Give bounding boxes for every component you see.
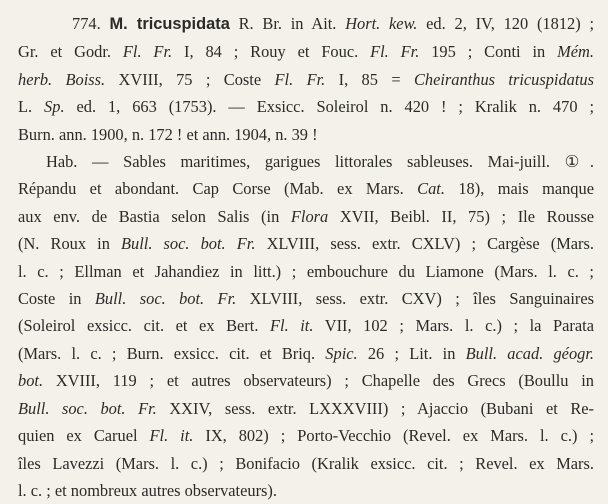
text-segment: quien ex Caruel [18, 426, 150, 446]
text-segment: (Soleirol exsicc. cit. et ex Bert. [18, 316, 270, 336]
text-segment: IX, 802) ; Porto-Vecchio (Revel. ex Mars. l. c.) ; [193, 426, 595, 446]
text-segment: (N. Roux in [18, 234, 122, 254]
italic-citation: Fl. it. [270, 316, 314, 336]
entry-line-2 [18, 38, 594, 65]
text-segment: ed. 2, IV, 120 (1812) ; [417, 14, 594, 33]
entry-line-1 [18, 10, 594, 38]
italic-citation: herb. Boiss. [18, 69, 106, 89]
text-segment: XVIII, 75 ; Coste [105, 69, 275, 89]
italic-citation: Cheiranthus tricuspidatus [413, 69, 595, 89]
habitat-line-4 [18, 230, 594, 257]
habitat-line-8 [18, 340, 594, 367]
text-segment: R. Br. in Ait. [238, 14, 346, 33]
habitat-line-11 [18, 422, 594, 449]
text-segment: L. [18, 97, 45, 117]
italic-citation: Bull. soc. bot. Fr. [94, 289, 237, 309]
habitat-line-7 [18, 312, 594, 339]
text-segment: 195 ; Conti in [419, 42, 558, 62]
text-segment: I, 85 = [325, 69, 414, 89]
text-segment: Coste in [18, 289, 95, 309]
text-segment: Gr. et Godr. [18, 42, 123, 62]
habitat-line-9 [18, 367, 594, 394]
species-name: M. tricuspidata [109, 15, 230, 33]
text-segment: XLVIII, sess. extr. CXLV) ; Cargèse (Mars. [255, 234, 594, 254]
text-segment: îles Lavezzi (Mars. l. c.) ; Bonifacio (Kralik exsicc. cit. ; Revel. ex Mars. [18, 453, 594, 473]
habitat-line-6 [18, 285, 594, 312]
habitat-line-5 [18, 258, 594, 285]
text-segment: Répandu et abondant. Cap Corse (Mab. ex Mars. [18, 179, 418, 199]
entry-line-1-rest [239, 14, 594, 33]
italic-citation: Flora [290, 206, 329, 226]
entry-line-4 [18, 93, 594, 120]
text-segment: aux env. de Bastia selon Salis (in [18, 206, 291, 226]
text-segment: I, 84 ; Rouy et Fouc. [172, 42, 371, 62]
italic-citation: bot. [18, 371, 44, 391]
habitat-line-1 [18, 148, 594, 175]
entry-line-3 [18, 66, 594, 93]
italic-citation: Bull. soc. bot. Fr. [121, 234, 256, 254]
italic-citation: Bull. soc. bot. Fr. [18, 398, 157, 418]
italic-citation: Fl. Fr. [274, 69, 326, 89]
habitat-paragraph [18, 148, 594, 504]
habitat-line-13 [18, 477, 594, 504]
italic-citation: Bull. acad. géogr. [465, 343, 594, 363]
text-segment: (Mars. l. c. ; Burn. exsicc. cit. et Briq. [18, 343, 326, 363]
italic-citation: Mém. [557, 42, 594, 62]
italic-citation: Spic. [325, 343, 358, 363]
italic-citation: Sp. [44, 97, 65, 117]
habitat-line-2 [18, 175, 594, 202]
text-segment: VII, 102 ; Mars. l. c.) ; la Parata [313, 316, 594, 336]
text-segment: 18), mais manque [444, 179, 594, 199]
text-segment: XVII, Beibl. II, 75) ; Ile Rousse [328, 206, 594, 226]
text-segment: 26 ; Lit. in [357, 343, 466, 363]
italic-citation: Fl. Fr. [122, 42, 173, 62]
text-segment: Hab. — Sables maritimes, garigues littorales sableuses. Mai-juill. ①. [46, 152, 594, 172]
species-entry [18, 10, 594, 148]
text-segment: XVIII, 119 ; et autres observateurs) ; Chapelle des Grecs (Boullu in [43, 371, 594, 391]
text-segment: Burn. ann. 1900, n. 172 ! et ann. 1904, n. 39 ! [18, 124, 318, 144]
habitat-line-10 [18, 395, 594, 422]
text-segment: l. c. ; Ellman et Jahandiez in litt.) ; embouchure du Liamone (Mars. l. c. ; [18, 261, 594, 281]
habitat-line-12 [18, 450, 594, 477]
entry-number: 774. [72, 14, 101, 33]
italic-citation: Fl. Fr. [370, 42, 420, 62]
text-segment: ed. 1, 663 (1753). — Exsicc. Soleirol n. 420 ! ; Kralik n. 470 ; [64, 97, 594, 117]
entry-line-5 [18, 121, 594, 148]
italic-citation: Fl. it. [149, 426, 194, 446]
italic-citation: Cat. [417, 179, 445, 199]
text-segment: XXIV, sess. extr. LXXXVIII) ; Ajaccio (Bubani et Re- [156, 398, 594, 418]
habitat-line-3 [18, 203, 594, 230]
italic-citation: Hort. kew. [345, 14, 418, 33]
text-segment: XLVIII, sess. extr. CXV) ; îles Sanguinaires [236, 289, 594, 309]
text-segment: l. c. ; et nombreux autres observateurs). [18, 480, 277, 500]
